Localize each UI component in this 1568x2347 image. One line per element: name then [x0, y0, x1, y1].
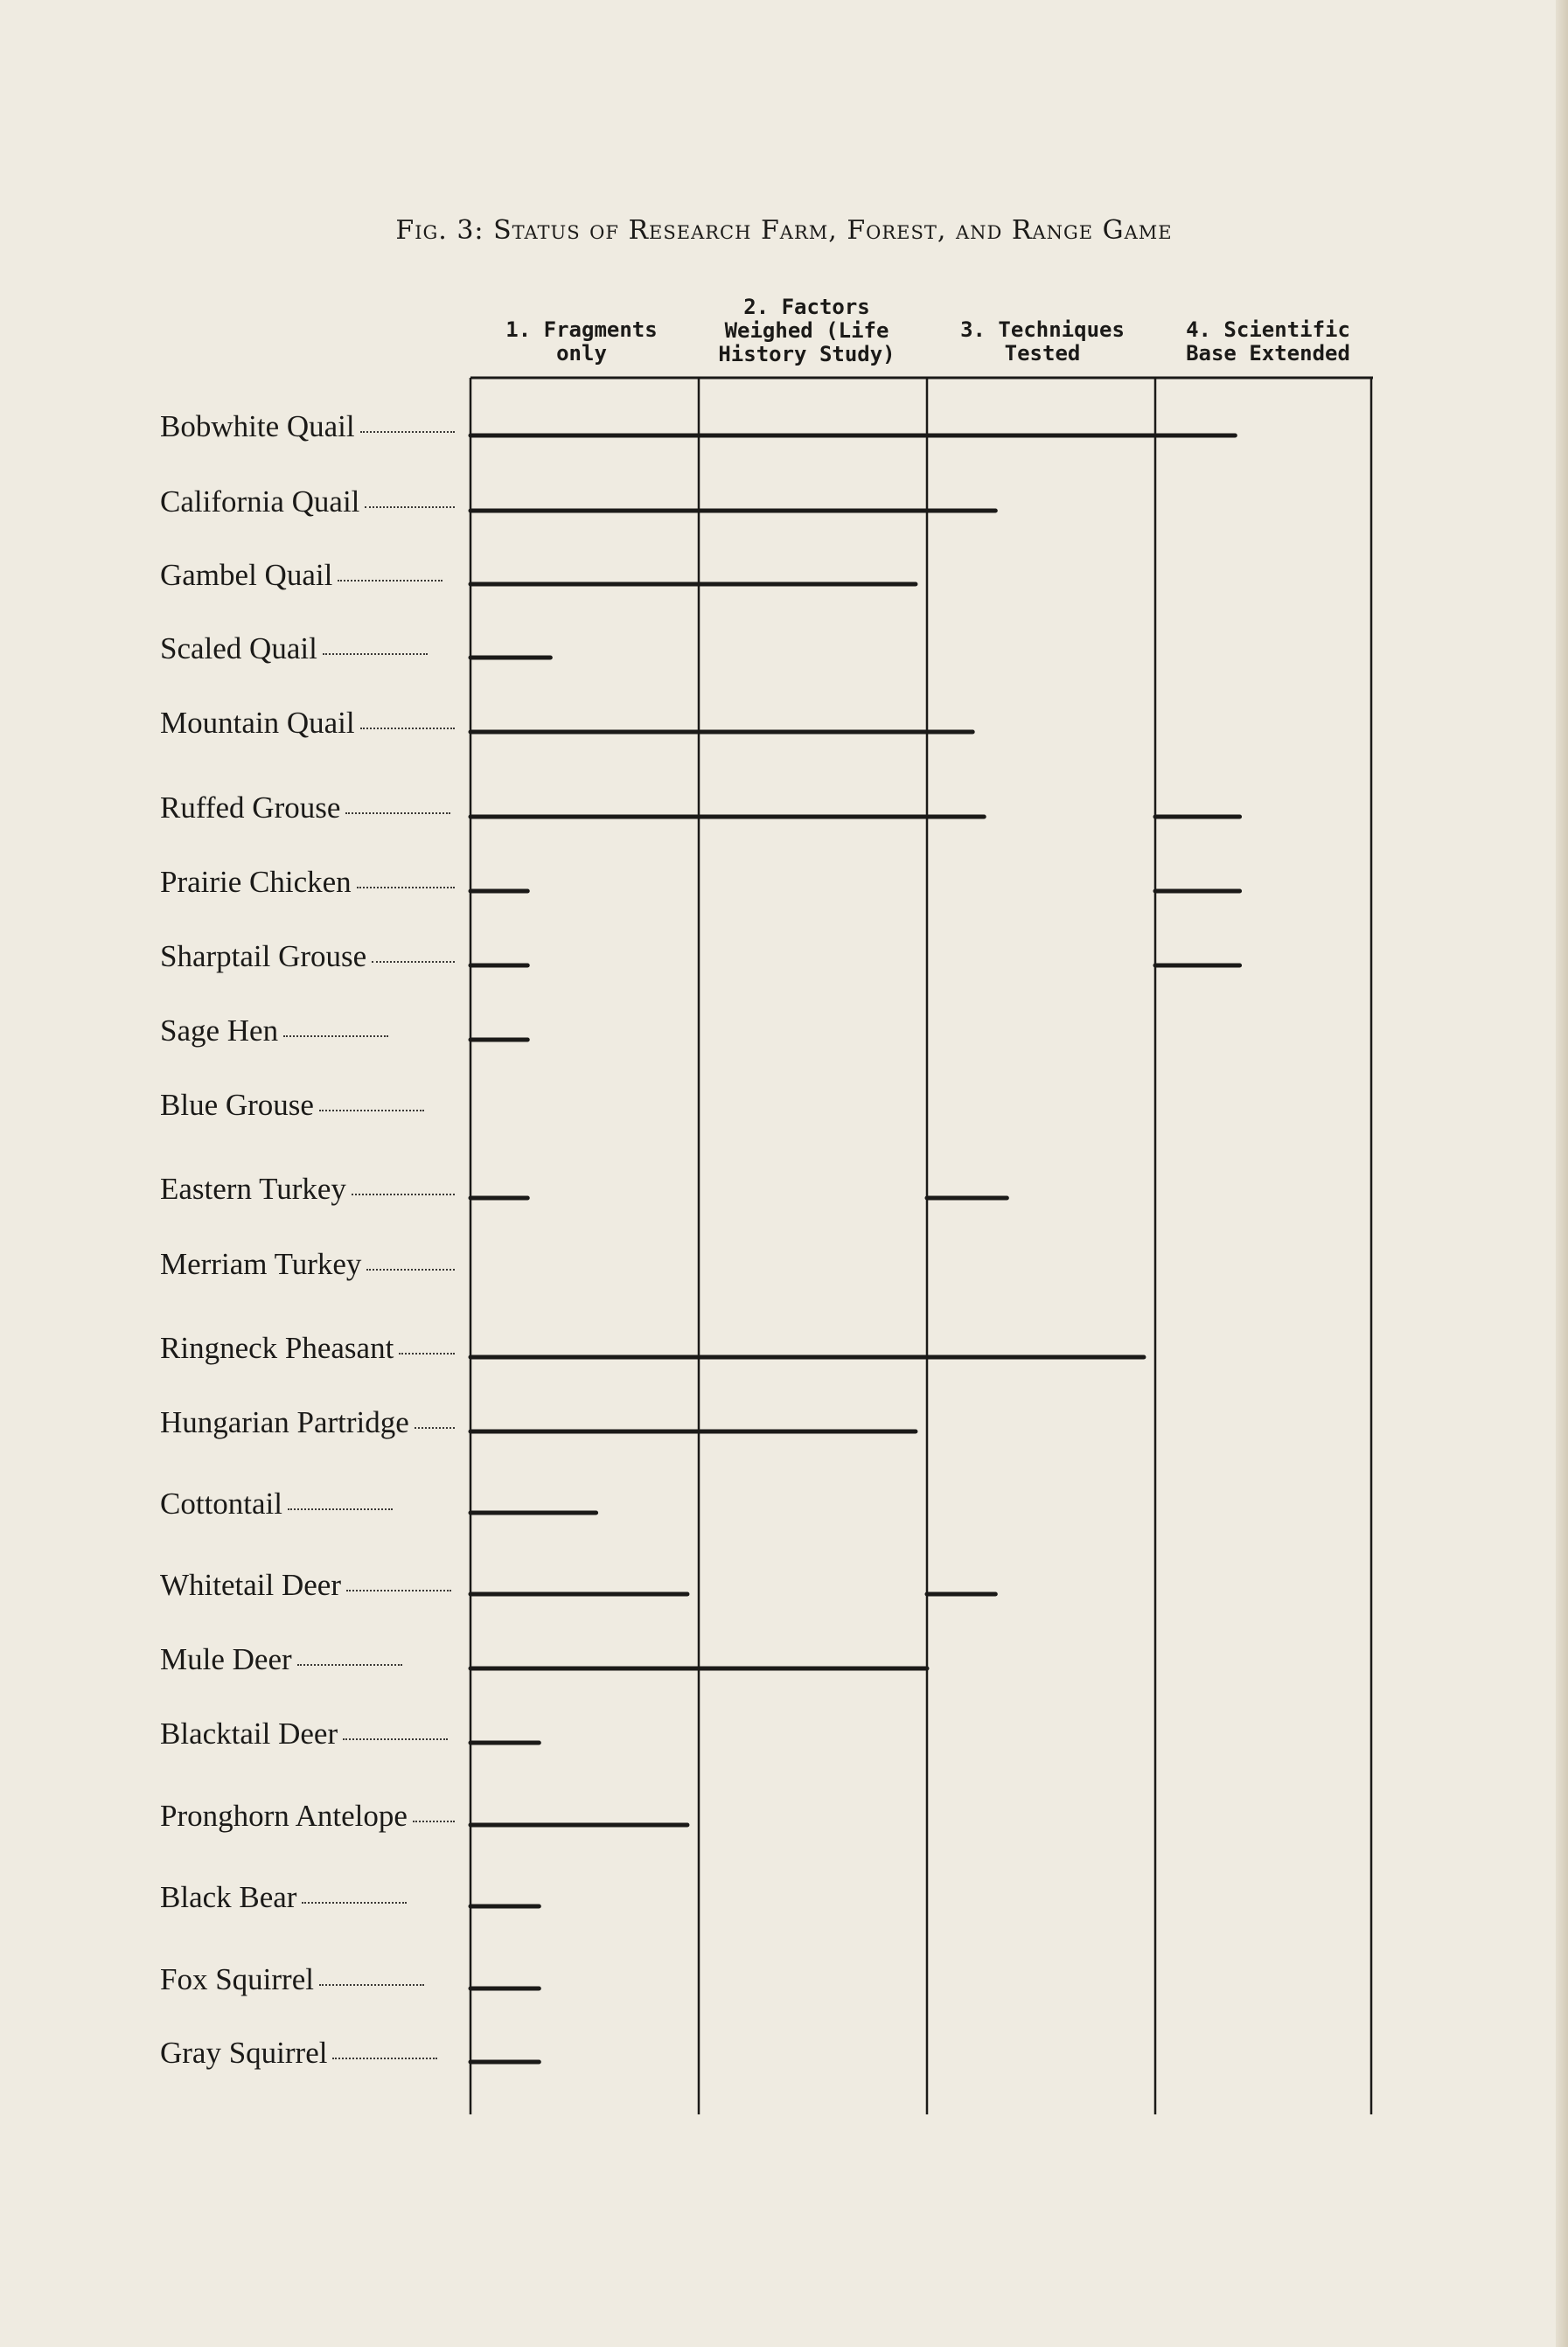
dot-leader: [323, 653, 428, 655]
dot-leader: [366, 1269, 455, 1271]
dot-leader: [399, 1353, 455, 1355]
dot-leader: [319, 1984, 424, 1986]
dot-leader: [357, 887, 455, 888]
row-label-text: Blacktail Deer: [160, 1717, 338, 1751]
row-label-text: Scaled Quail: [160, 631, 317, 665]
row-label-text: Fox Squirrel: [160, 1962, 314, 1996]
row-label-text: Eastern Turkey: [160, 1172, 346, 1206]
row-label-sharptail-grouse: [160, 939, 455, 974]
figure-title: Fig. 3: Status of Research Farm, Forest, and Range Game: [395, 215, 1173, 246]
column-header-fragments: 1. Fragments only: [505, 317, 658, 366]
row-label-sage-hen: [160, 1013, 388, 1048]
row-label-text: Cottontail: [160, 1487, 282, 1521]
row-label-whitetail-deer: [160, 1568, 451, 1603]
row-label-pronghorn-antelope: [160, 1799, 455, 1834]
dot-leader: [365, 506, 455, 508]
dot-leader: [372, 961, 455, 963]
dot-leader: [332, 2058, 437, 2059]
dot-leader: [338, 580, 443, 582]
row-label-text: Whitetail Deer: [160, 1568, 341, 1602]
row-label-text: Black Bear: [160, 1880, 297, 1914]
row-label-cottontail: [160, 1487, 393, 1522]
column-header-factors-weighed: 2. Factors Weighed (Life History Study): [718, 295, 896, 366]
row-label-text: Hungarian Partridge: [160, 1405, 409, 1439]
dot-leader: [319, 1110, 424, 1111]
row-label-text: Bobwhite Quail: [160, 409, 355, 443]
row-label-gray-squirrel: [160, 2036, 437, 2071]
row-label-eastern-turkey: [160, 1172, 455, 1207]
row-label-text: Gray Squirrel: [160, 2036, 328, 2070]
dot-leader: [360, 728, 455, 729]
dot-leader: [345, 812, 450, 814]
row-label-text: California Quail: [160, 484, 360, 519]
row-label-mountain-quail: [160, 706, 455, 741]
row-label-merriam-turkey: [160, 1247, 455, 1282]
row-label-fox-squirrel: [160, 1962, 424, 1997]
row-label-blacktail-deer: [160, 1717, 448, 1752]
row-label-mule-deer: [160, 1642, 402, 1677]
row-label-text: Mountain Quail: [160, 706, 355, 740]
row-label-text: Mule Deer: [160, 1642, 292, 1676]
dot-leader: [360, 431, 455, 433]
row-label-prairie-chicken: [160, 865, 455, 900]
row-label-text: Gambel Quail: [160, 558, 333, 592]
row-label-california-quail: [160, 484, 455, 519]
row-label-scaled-quail: [160, 631, 428, 666]
dot-leader: [415, 1427, 455, 1429]
row-label-bobwhite-quail: [160, 409, 455, 444]
column-header-scientific-base: 4. Scientific Base Extended: [1186, 317, 1350, 366]
dot-leader: [346, 1590, 451, 1591]
dot-leader: [343, 1738, 448, 1740]
row-label-text: Prairie Chicken: [160, 865, 352, 899]
row-label-text: Pronghorn Antelope: [160, 1799, 408, 1833]
row-label-text: Merriam Turkey: [160, 1247, 362, 1281]
row-label-text: Sharptail Grouse: [160, 939, 367, 973]
row-label-hungarian-partridge: [160, 1405, 455, 1440]
dot-leader: [288, 1508, 393, 1510]
column-header-techniques-tested: 3. Techniques Tested: [960, 317, 1125, 366]
row-label-black-bear: [160, 1880, 407, 1915]
row-label-blue-grouse: [160, 1088, 424, 1123]
row-label-ruffed-grouse: [160, 790, 450, 825]
dot-leader: [352, 1194, 455, 1195]
row-label-ringneck-pheasant: [160, 1331, 455, 1366]
dot-leader: [283, 1035, 388, 1037]
row-label-text: Blue Grouse: [160, 1088, 314, 1122]
row-label-text: Ringneck Pheasant: [160, 1331, 394, 1365]
dot-leader: [302, 1902, 407, 1904]
dot-leader: [413, 1821, 455, 1822]
row-label-gambel-quail: [160, 558, 443, 593]
dot-leader: [297, 1664, 402, 1666]
row-label-text: Sage Hen: [160, 1013, 279, 1048]
row-label-text: Ruffed Grouse: [160, 790, 341, 825]
